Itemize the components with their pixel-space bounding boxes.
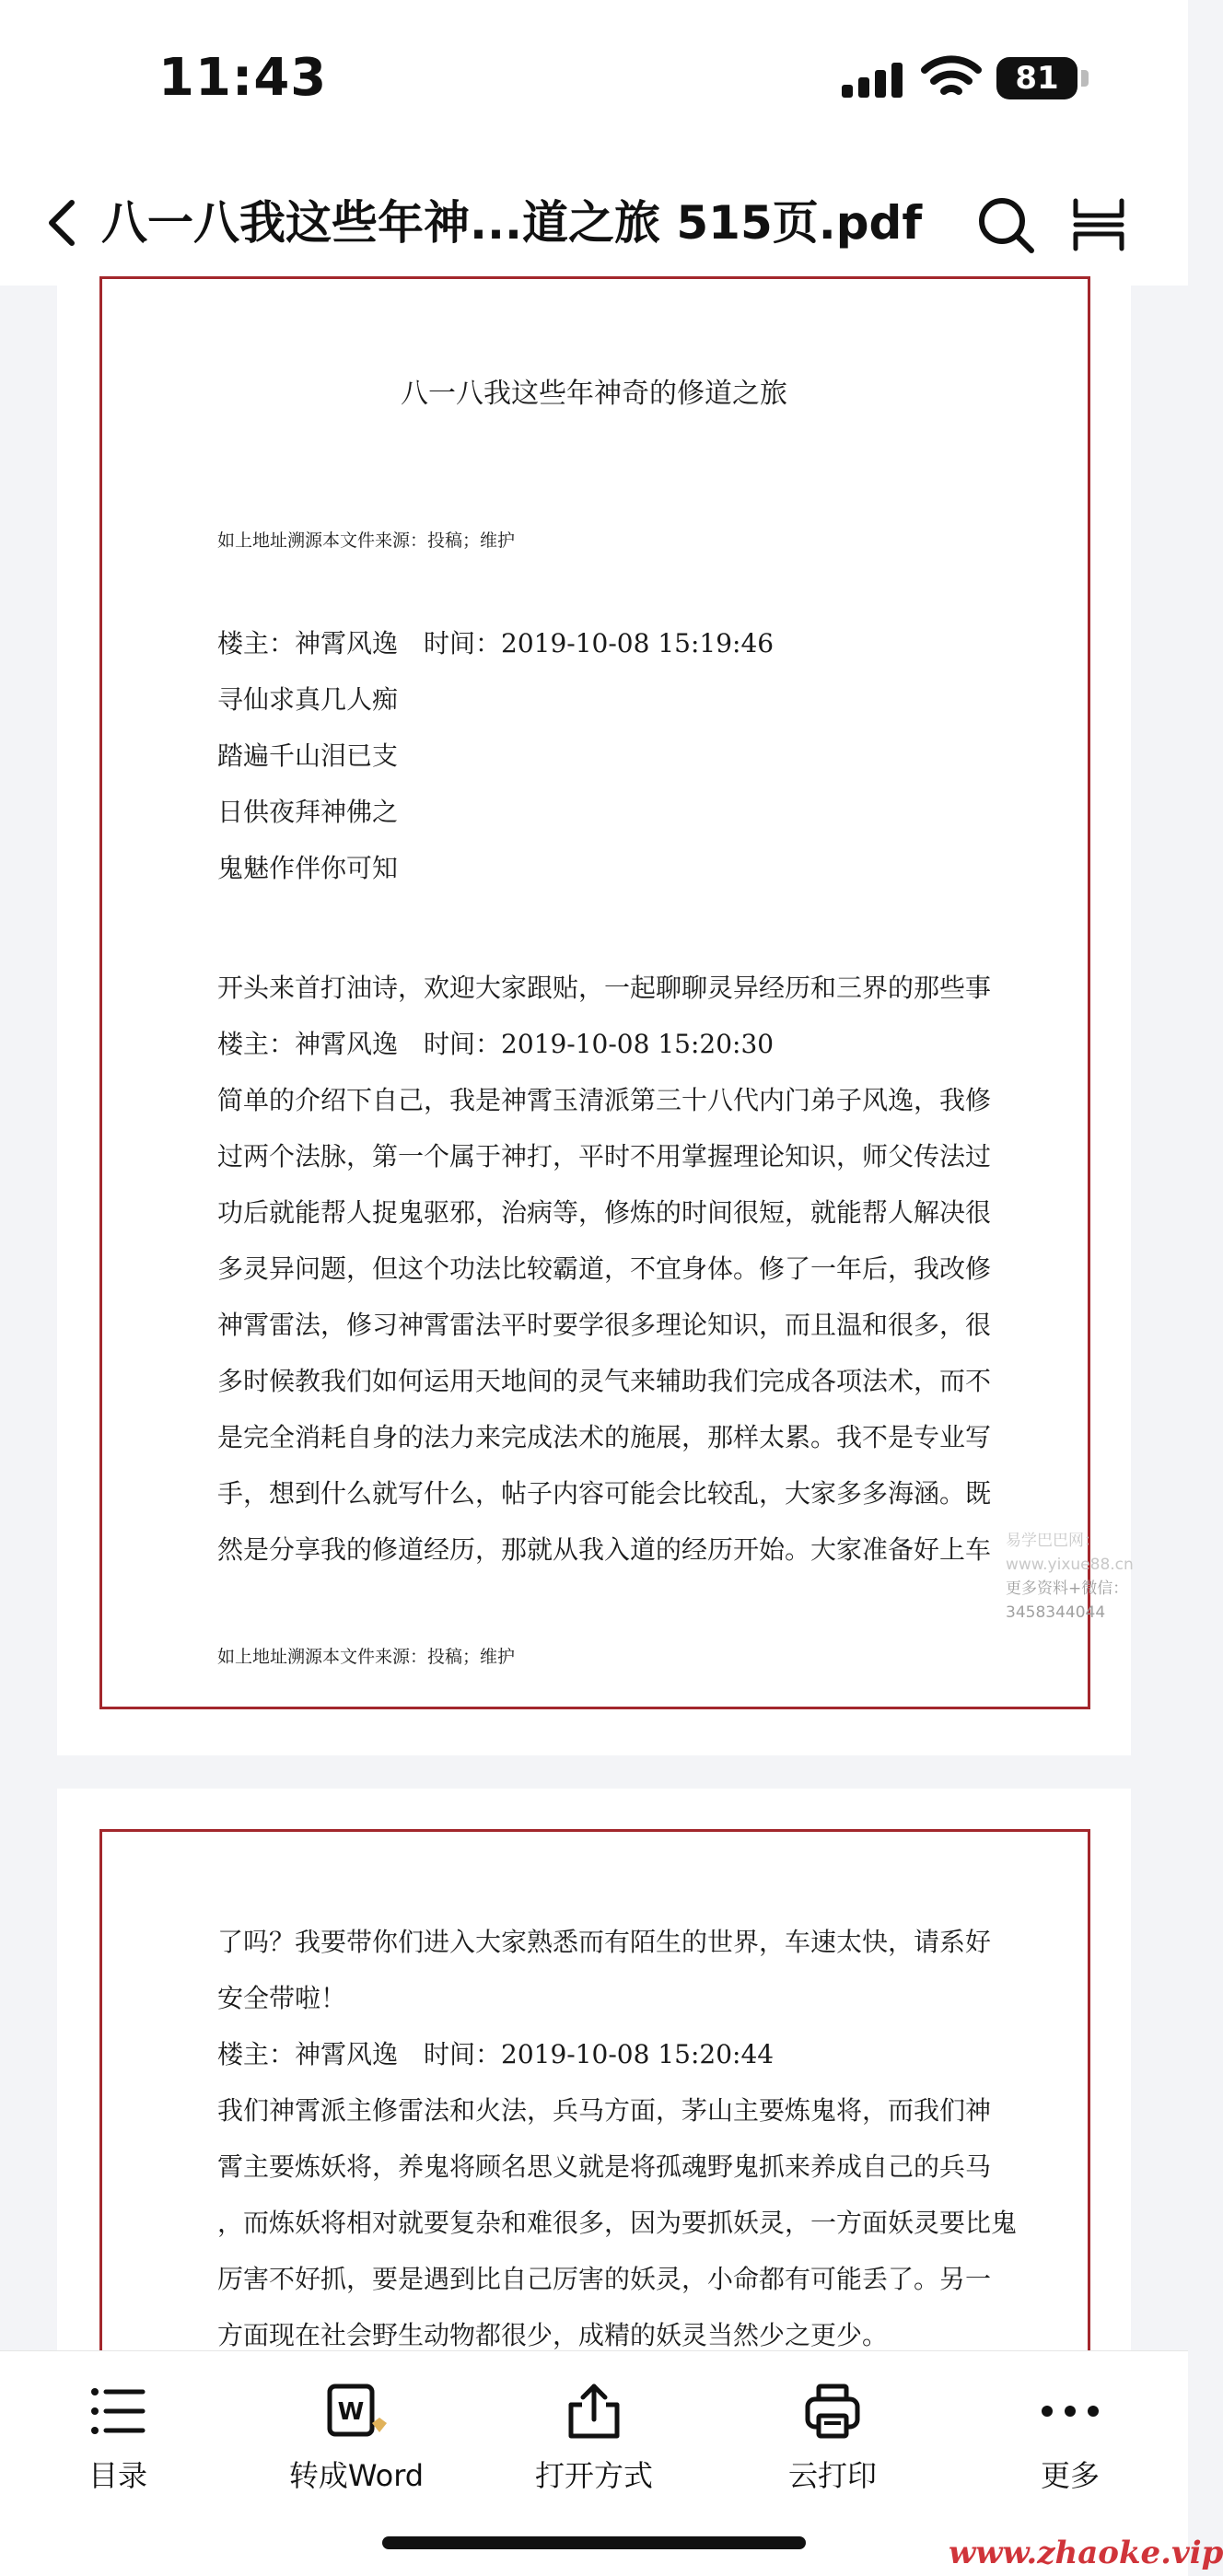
text-line: 寻仙求真几人痴 — [217, 684, 399, 715]
svg-text:W: W — [337, 2398, 365, 2426]
open-with-label: 打开方式 — [534, 2458, 653, 2493]
toc-label: 目录 — [87, 2458, 147, 2493]
back-chevron-icon[interactable] — [41, 197, 87, 249]
battery-tip — [1081, 70, 1089, 87]
text-line: 厉害不好抓，要是遇到比自己厉害的妖灵，小命都有可能丢了。另一 — [217, 2264, 992, 2294]
text-line: 功后就能帮人捉鬼驱邪，治病等，修炼的时间很短，就能帮人解决很 — [217, 1197, 992, 1228]
watermark-line: 更多资料+微信：3458344044 — [1006, 1579, 1129, 1622]
text-line: 是完全消耗自身的法力来完成法术的施展，那样太累。我不是专业写 — [217, 1422, 992, 1452]
text-line: 楼主：神霄风逸 时间：2019-10-08 15:19:46 — [217, 628, 775, 659]
body-paragraph — [217, 1914, 1046, 2363]
open-with-button[interactable] — [493, 2351, 695, 2495]
home-indicator[interactable] — [382, 2536, 806, 2549]
text-line: 过两个法脉，第一个属于神打，平时不用掌握理论知识，师父传法过 — [217, 1141, 992, 1171]
text-line: 神霄雷法，修习神霄雷法平时要学很多理论知识，而且温和很多，很 — [217, 1310, 992, 1340]
text-line: 安全带啦！ — [217, 1983, 347, 2013]
cloud-print-label: 云打印 — [787, 2458, 877, 2493]
text-line: 霄主要炼妖将，养鬼将顾名思义就是将孤魂野鬼抓来养成自己的兵马 — [217, 2151, 992, 2182]
more-icon — [1040, 2383, 1101, 2440]
text-line: 手，想到什么就写什么，帖子内容可能会比较乱，大家多多海涵。既 — [217, 1478, 992, 1509]
text-line: 多时候教我们如何运用天地间的灵气来辅助我们完成各项法术，而不 — [217, 1366, 992, 1396]
outline-toggle-icon[interactable] — [1070, 195, 1127, 254]
status-bar — [0, 0, 1188, 147]
convert-word-button[interactable] — [255, 2351, 458, 2495]
source-note-bottom: 如上地址溯源本文件来源：投稿；维护 — [217, 1647, 516, 1667]
share-icon — [565, 2383, 623, 2440]
watermark-line: 易学巴巴网：www.yixue88.cn — [1006, 1532, 1134, 1574]
printer-icon — [804, 2383, 861, 2440]
text-line: 楼主：神霄风逸 时间：2019-10-08 15:20:44 — [217, 2039, 775, 2069]
pdf-page-2[interactable] — [57, 1789, 1131, 2350]
text-line: 简单的介绍下自己，我是神霄玉清派第三十八代内门弟子风逸，我修 — [217, 1085, 992, 1115]
convert-word-label: 转成Word — [288, 2458, 425, 2493]
site-watermark: www.zhaoke.vip — [949, 2535, 1223, 2571]
word-convert-icon — [326, 2383, 387, 2440]
cellular-signal-icon — [842, 61, 908, 98]
nav-bar — [0, 147, 1188, 286]
body-paragraph — [217, 960, 1046, 1578]
text-line: ，而炼妖将相对就要复杂和难很多，因为要抓妖灵，一方面妖灵要比鬼 — [217, 2208, 1018, 2238]
site-watermark-overlay — [1006, 1529, 1134, 1625]
text-line: 楼主：神霄风逸 时间：2019-10-08 15:20:30 — [217, 1029, 775, 1059]
cloud-print-button[interactable] — [731, 2351, 934, 2495]
text-line: 方面现在社会野生动物都很少，成精的妖灵当然少之更少。 — [217, 2320, 889, 2350]
page-title: 八一八我这些年神奇的修道之旅 — [401, 378, 787, 410]
battery-level: 81 — [996, 57, 1077, 99]
more-button[interactable] — [969, 2351, 1171, 2495]
text-line: 日供夜拜神佛之 — [217, 797, 399, 827]
source-note-top: 如上地址溯源本文件来源：投稿；维护 — [217, 530, 516, 551]
list-icon — [89, 2383, 146, 2440]
poem-block — [217, 615, 1046, 896]
text-line: 了吗？我要带你们进入大家熟悉而有陌生的世界，车速太快，请系好 — [217, 1927, 992, 1957]
toc-button[interactable] — [17, 2351, 219, 2495]
status-time: 11:43 — [158, 48, 328, 108]
text-line: 踏遍千山泪已支 — [217, 740, 399, 771]
wifi-icon — [921, 53, 982, 101]
text-line: 开头来首打油诗，欢迎大家跟贴，一起聊聊灵异经历和三界的那些事 — [217, 973, 992, 1003]
more-label: 更多 — [1040, 2458, 1100, 2493]
text-line: 我们神霄派主修雷法和火法，兵马方面，茅山主要炼鬼将，而我们神 — [217, 2095, 992, 2126]
text-line: 多灵异问题，但这个功法比较霸道，不宜身体。修了一年后，我改修 — [217, 1253, 992, 1284]
search-icon[interactable] — [976, 195, 1037, 256]
text-line: 然是分享我的修道经历，那就从我入道的经历开始。大家准备好上车 — [217, 1534, 992, 1565]
document-title: 八一八我这些年神...道之旅 515页.pdf — [101, 196, 923, 250]
pdf-page-1[interactable] — [57, 286, 1134, 1755]
text-line: 鬼魅作伴你可知 — [217, 853, 399, 883]
